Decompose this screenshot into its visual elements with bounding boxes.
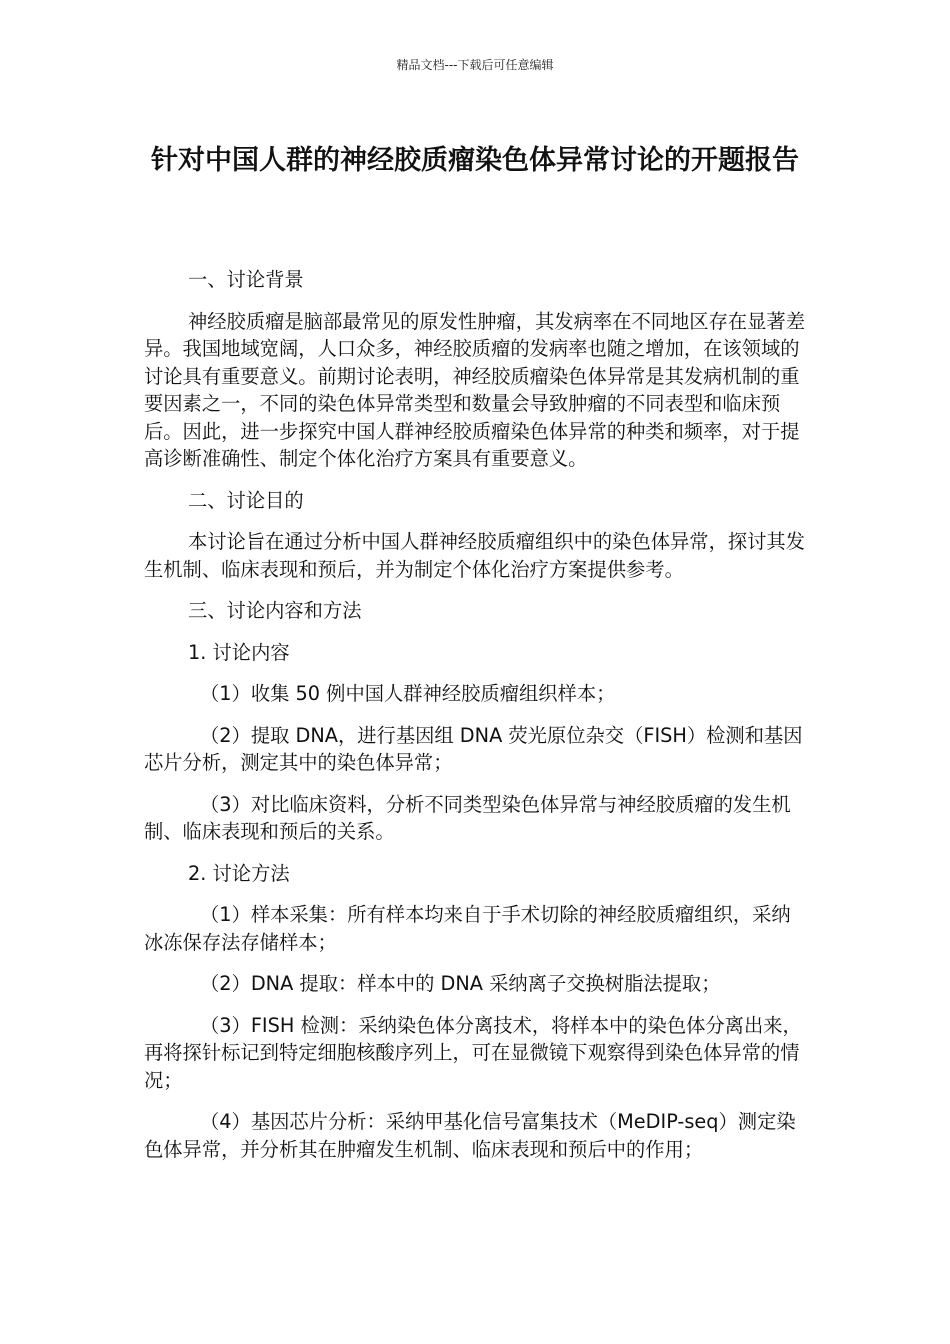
subheading-content: 1. 讨论内容 [188,640,290,664]
list-item: （1）收集 50 例中国人群神经胶质瘤组织样本； [200,682,616,705]
list-item: （1）样本采集：所有样本均来自于手术切除的神经胶质瘤组织，采纳冰冻保存法存储样本； [144,903,791,954]
list-item: （4）基因芯片分析：采纳甲基化信号富集技术（MeDIP-seq）测定染色体异常，并分析其在肿瘤发生机制、临床表现和预后中的作用； [144,1110,796,1161]
list-item: （3）FISH 检测：采纳染色体分离技术，将样本中的染色体分离出来，再将探针标记到特定细胞核酸序列上，可在显微镜下观察得到染色体异常的情况； [144,1013,802,1092]
list-item: （2）DNA 提取：样本中的 DNA 采纳离子交换树脂法提取； [200,972,721,995]
paragraph-purpose: 本讨论旨在通过分析中国人群神经胶质瘤组织中的染色体异常，探讨其发生机制、临床表现和预后，并为制定个体化治疗方案提供参考。 [144,530,805,581]
paragraph-background: 神经胶质瘤是脑部最常见的原发性肿瘤，其发病率在不同地区存在显著差异。我国地域宽阔，人口众多，神经胶质瘤的发病率也随之增加，在该领域的讨论具有重要意义。前期讨论表明，神经胶质瘤染色体异常是其发病机制的重要因素之一，不同的染色体异常类型和数量会导致肿瘤的不同表型和临床预后。因此，进一步探究中国人群神经胶质瘤染色体异常的种类和频率，对于提高诊断准确性、制定个体化治疗方案具有重要意义。 [144,309,805,470]
section-heading-content-methods: 三、讨论内容和方法 [188,599,362,622]
section-heading-background: 一、讨论背景 [188,268,304,291]
section-heading-purpose: 二、讨论目的 [188,488,304,512]
list-item: （2）提取 DNA，进行基因组 DNA 荧光原位杂交（FISH）检测和基因芯片分析，测定其中的染色体异常； [144,723,803,774]
document-body [144,266,806,1163]
page-title: 针对中国人群的神经胶质瘤染色体异常讨论的开题报告 [151,145,799,176]
header-note: 精品文档---下载后可任意编辑 [396,58,554,72]
subheading-methods: 2. 讨论方法 [188,861,290,885]
list-item: （3）对比临床资料，分析不同类型染色体异常与神经胶质瘤的发生机制、临床表现和预后的关系。 [144,792,791,843]
